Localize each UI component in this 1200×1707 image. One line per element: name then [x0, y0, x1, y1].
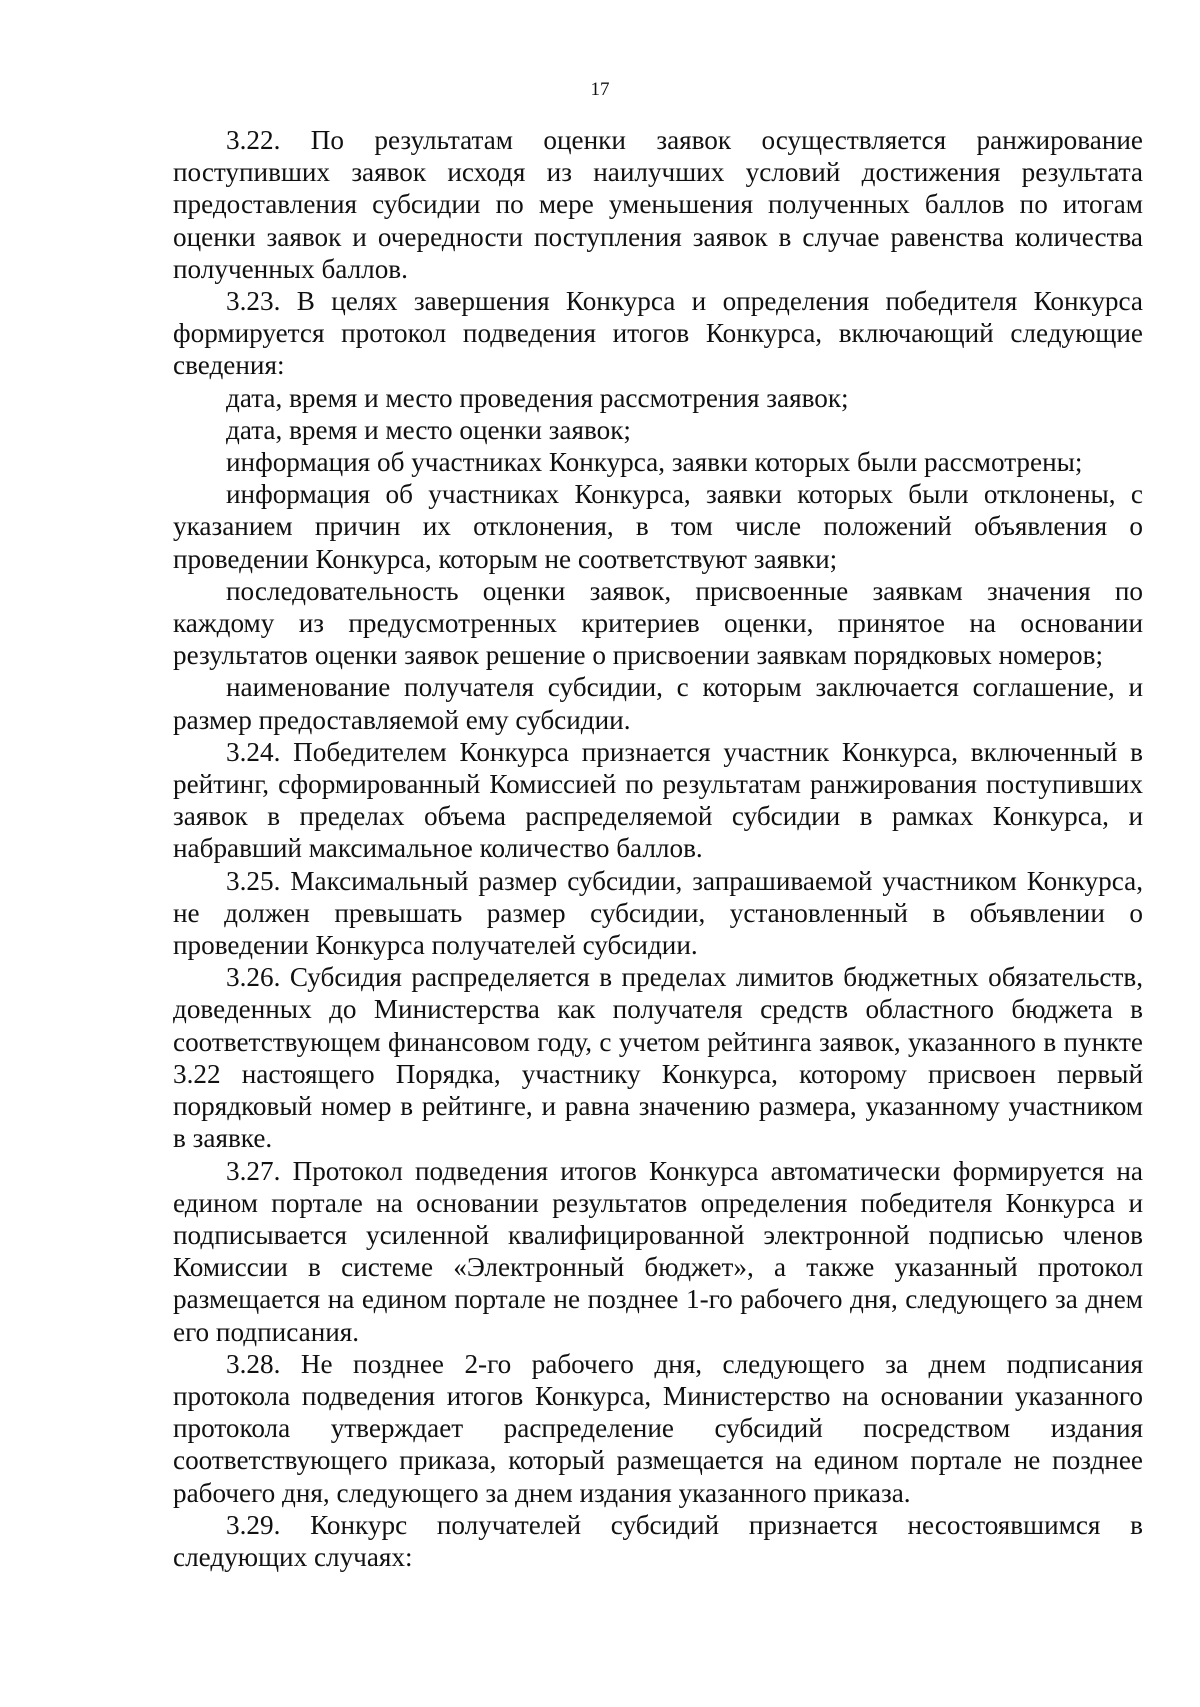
paragraph-3-27: 3.27. Протокол подведения итогов Конкурса автоматически формируется на едином портале на основании результатов определения победителя Конкурса и подписывается усиленной квалифицированной электронной подписью членов Комиссии в системе «Электронный бюджет», а также указанный протокол размещается на едином портале не позднее 1-го рабочего дня, следующего за днем его подписания. [173, 1155, 1143, 1347]
paragraph-3-23: 3.23. В целях завершения Конкурса и определения победителя Конкурса формируется протокол подведения итогов Конкурса, включающий следующие сведения: [173, 286, 1143, 381]
paragraph-3-22: 3.22. По результатам оценки заявок осуществляется ранжирование поступивших заявок исходя из наилучших условий достижения результата предоставления субсидии по мере уменьшения полученных баллов по итогам оценки заявок и очередности поступления заявок в случае равенства количества полученных баллов. [173, 125, 1143, 284]
list-item-evaluation-date: дата, время и место оценки заявок; [226, 414, 631, 445]
paragraph-3-25: 3.25. Максимальный размер субсидии, запрашиваемой участником Конкурса, не должен превышать размер субсидии, установленный в объявлении о проведении Конкурса получателей субсидии. [173, 865, 1143, 961]
document-body [173, 124, 1143, 1573]
paragraph-3-28: 3.28. Не позднее 2-го рабочего дня, следующего за днем подписания протокола подведения итогов Конкурса, Министерство на основании указанного протокола утверждает распределение субсидий посредством издания соответствующего приказа, который размещается на едином портале не позднее рабочего дня, следующего за днем издания указанного приказа. [173, 1348, 1143, 1508]
list-item-rejected-participants: информация об участниках Конкурса, заявки которых были отклонены, с указанием причин их отклонения, в том числе положений объявления о проведении Конкурса, которым не соответствуют заявки; [173, 479, 1143, 574]
list-item-evaluation-sequence: последовательность оценки заявок, присвоенные заявкам значения по каждому из предусмотренных критериев оценки, принятое на основании результатов оценки заявок решение о присвоении заявкам порядковых номеров; [173, 575, 1143, 671]
paragraph-3-29: 3.29. Конкурс получателей субсидий признается несостоявшимся в следующих случаях: [173, 1509, 1143, 1572]
page-number: 17 [590, 79, 610, 100]
list-item-recipient-name: наименование получателя субсидии, с которым заключается соглашение, и размер предоставляемой ему субсидии. [173, 672, 1143, 735]
paragraph-3-24: 3.24. Победителем Конкурса признается участник Конкурса, включенный в рейтинг, сформированный Комиссией по результатам ранжирования поступивших заявок в пределах объема распределяемой субсидии в рамках Конкурса, и набравший максимальное количество баллов. [173, 736, 1143, 864]
paragraph-3-26: 3.26. Субсидия распределяется в пределах лимитов бюджетных обязательств, доведенных до Министерства как получателя средств областного бюджета в соответствующем финансовом году, с учетом рейтинга заявок, указанного в пункте 3.22 настоящего Порядка, участнику Конкурса, которому присвоен первый порядковый номер в рейтинге, и равна значению размера, указанному участником в заявке. [173, 962, 1143, 1154]
list-item-review-date: дата, время и место проведения рассмотрения заявок; [226, 382, 849, 413]
list-item-reviewed-participants: информация об участниках Конкурса, заявки которых были рассмотрены; [226, 447, 1083, 478]
